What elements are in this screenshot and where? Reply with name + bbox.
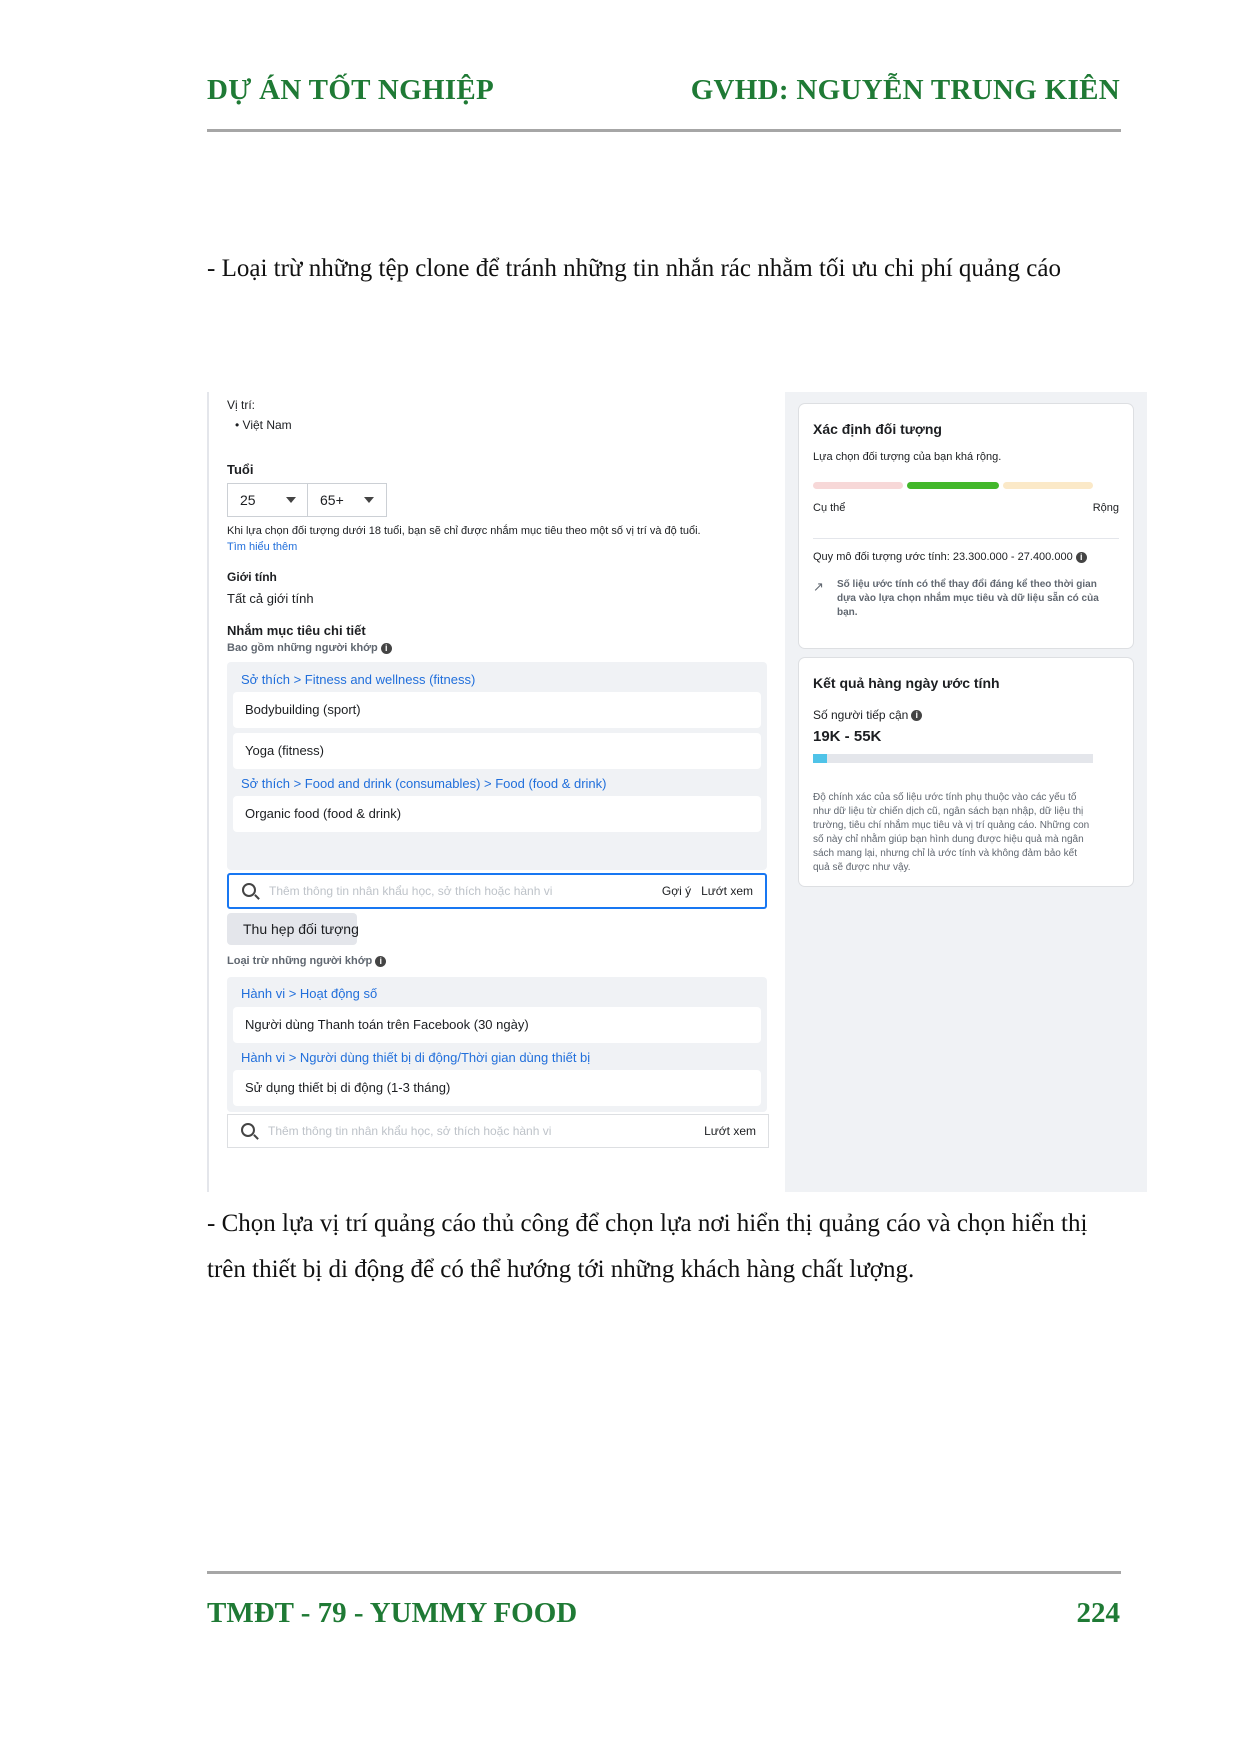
info-icon: i bbox=[911, 710, 922, 721]
search-placeholder: Thêm thông tin nhân khẩu học, sở thích hoặc hành vi bbox=[269, 884, 553, 898]
include-group bbox=[227, 662, 767, 870]
paragraph-2: - Chọn lựa vị trí quảng cáo thủ công để chọn lựa nơi hiển thị quảng cáo và chọn hiển thị trên thiết bị di động để có thể hướng tới những khách hàng chất lượng. bbox=[207, 1210, 1088, 1283]
location-value: • Việt Nam bbox=[235, 418, 292, 432]
include-path-1[interactable]: Sở thích > Fitness and wellness (fitness) bbox=[241, 672, 476, 687]
exclude-group bbox=[227, 977, 767, 1112]
exclude-label: Loại trừ những người khớp i bbox=[227, 955, 386, 967]
card-title: Kết quả hàng ngày ước tính bbox=[813, 675, 1000, 691]
trend-icon: ↗ bbox=[813, 579, 824, 594]
age-label: Tuổi bbox=[227, 462, 254, 477]
browse-link[interactable]: Lướt xem bbox=[704, 1124, 756, 1138]
list-item: Bodybuilding (sport) bbox=[233, 692, 761, 728]
search-icon bbox=[241, 1123, 255, 1137]
age-note: Khi lựa chọn đối tượng dưới 18 tuổi, bạn sẽ chỉ được nhắm mục tiêu theo một số vị trí và độ tuổi. Tìm hiểu thêm bbox=[227, 525, 701, 553]
meter-right-label: Rộng bbox=[1092, 502, 1119, 514]
page-number: 224 bbox=[1076, 1597, 1120, 1629]
header-advisor: GVHD: NGUYỄN TRUNG KIÊN bbox=[690, 74, 1120, 106]
reach-bar-fill bbox=[813, 754, 827, 763]
age-min-select[interactable] bbox=[227, 483, 309, 517]
chevron-down-icon bbox=[286, 497, 296, 503]
daily-results-card bbox=[799, 658, 1133, 886]
gender-label: Giới tính bbox=[227, 570, 277, 584]
paragraph-1: - Loại trừ những tệp clone để tránh những tin nhắn rác nhằm tối ưu chi phí quảng cáo bbox=[207, 255, 1061, 282]
meter-segment-selected bbox=[907, 482, 999, 489]
list-item: Yoga (fitness) bbox=[233, 733, 761, 769]
search-actions bbox=[662, 884, 753, 898]
narrow-audience-button[interactable]: Thu hẹp đối tượng bbox=[227, 913, 357, 945]
reach-disclaimer: Độ chính xác của số liệu ước tính phụ thuộc vào các yếu tố như dữ liệu từ chiến dịch cũ, ngân sách bạn nhập, dữ liệu thị trường, tiêu chí nhắm mục tiêu và vị trí quảng cáo. Những con số này chỉ nhằm giúp bạn hình dung được hiệu quả mà ngân sách mang lại, nhưng chỉ là ước tính và không đảm bảo kết quả sẽ được như vậy. bbox=[813, 792, 1090, 873]
include-label: Bao gồm những người khớp i bbox=[227, 642, 392, 654]
chevron-down-icon bbox=[364, 497, 374, 503]
meter-left-label: Cụ thể bbox=[813, 502, 846, 514]
header-rule bbox=[207, 129, 1121, 132]
header-title: DỰ ÁN TỐT NGHIỆP bbox=[207, 74, 495, 106]
audience-desc: Lựa chọn đối tượng của bạn khá rộng. bbox=[813, 451, 1002, 463]
learn-more-link[interactable]: Tìm hiểu thêm bbox=[227, 541, 298, 553]
search-placeholder: Thêm thông tin nhân khẩu học, sở thích hoặc hành vi bbox=[268, 1124, 552, 1138]
info-icon: i bbox=[381, 643, 392, 654]
suggest-link[interactable]: Gợi ý bbox=[661, 884, 692, 898]
list-item: Sử dụng thiết bị di động (1-3 tháng) bbox=[233, 1070, 761, 1106]
audience-settings-panel bbox=[207, 392, 784, 1192]
footer-rule bbox=[207, 1571, 1121, 1574]
age-min-value: 25 bbox=[240, 492, 256, 508]
gender-value: Tất cả giới tính bbox=[227, 591, 314, 606]
list-item: Người dùng Thanh toán trên Facebook (30 ngày) bbox=[233, 1007, 761, 1043]
meter-segment-specific bbox=[813, 482, 903, 489]
estimate-panel bbox=[785, 392, 1147, 1192]
footer-title: TMĐT - 79 - YUMMY FOOD bbox=[207, 1597, 578, 1629]
exclude-path-2[interactable]: Hành vi > Người dùng thiết bị di động/Thời gian dùng thiết bị bbox=[241, 1050, 591, 1065]
audience-definition-card bbox=[799, 404, 1133, 648]
divider bbox=[813, 538, 1119, 539]
meter-segment-broad bbox=[1003, 482, 1093, 489]
reach-value: 19K - 55K bbox=[813, 728, 882, 745]
search-icon bbox=[242, 883, 256, 897]
audience-size: Quy mô đối tượng ước tính: 23.300.000 - 27.400.000 i bbox=[813, 551, 1087, 563]
estimate-note: Số liệu ước tính có thể thay đổi đáng kể theo thời gian dựa vào lựa chọn nhắm mục tiêu và dữ liệu sẵn có của bạn. bbox=[837, 579, 1099, 618]
exclude-path-1[interactable]: Hành vi > Hoạt động số bbox=[241, 986, 378, 1001]
browse-link[interactable]: Lướt xem bbox=[701, 884, 753, 898]
exclude-search-input[interactable] bbox=[227, 1114, 769, 1148]
list-item: Organic food (food & drink) bbox=[233, 796, 761, 832]
info-icon: i bbox=[1076, 552, 1087, 563]
info-icon: i bbox=[375, 956, 386, 967]
include-path-2[interactable]: Sở thích > Food and drink (consumables) > Food (food & drink) bbox=[241, 776, 607, 791]
reach-bar-track bbox=[813, 754, 1093, 763]
location-label: Vị trí: bbox=[227, 398, 256, 412]
card-title: Xác định đối tượng bbox=[813, 421, 942, 437]
reach-label: Số người tiếp cận i bbox=[813, 708, 922, 722]
detailed-targeting-label: Nhắm mục tiêu chi tiết bbox=[227, 623, 366, 638]
include-search-input[interactable] bbox=[227, 873, 767, 909]
ads-audience-screenshot bbox=[207, 392, 1147, 1192]
age-max-select[interactable] bbox=[307, 483, 387, 517]
age-max-value: 65+ bbox=[320, 492, 344, 508]
